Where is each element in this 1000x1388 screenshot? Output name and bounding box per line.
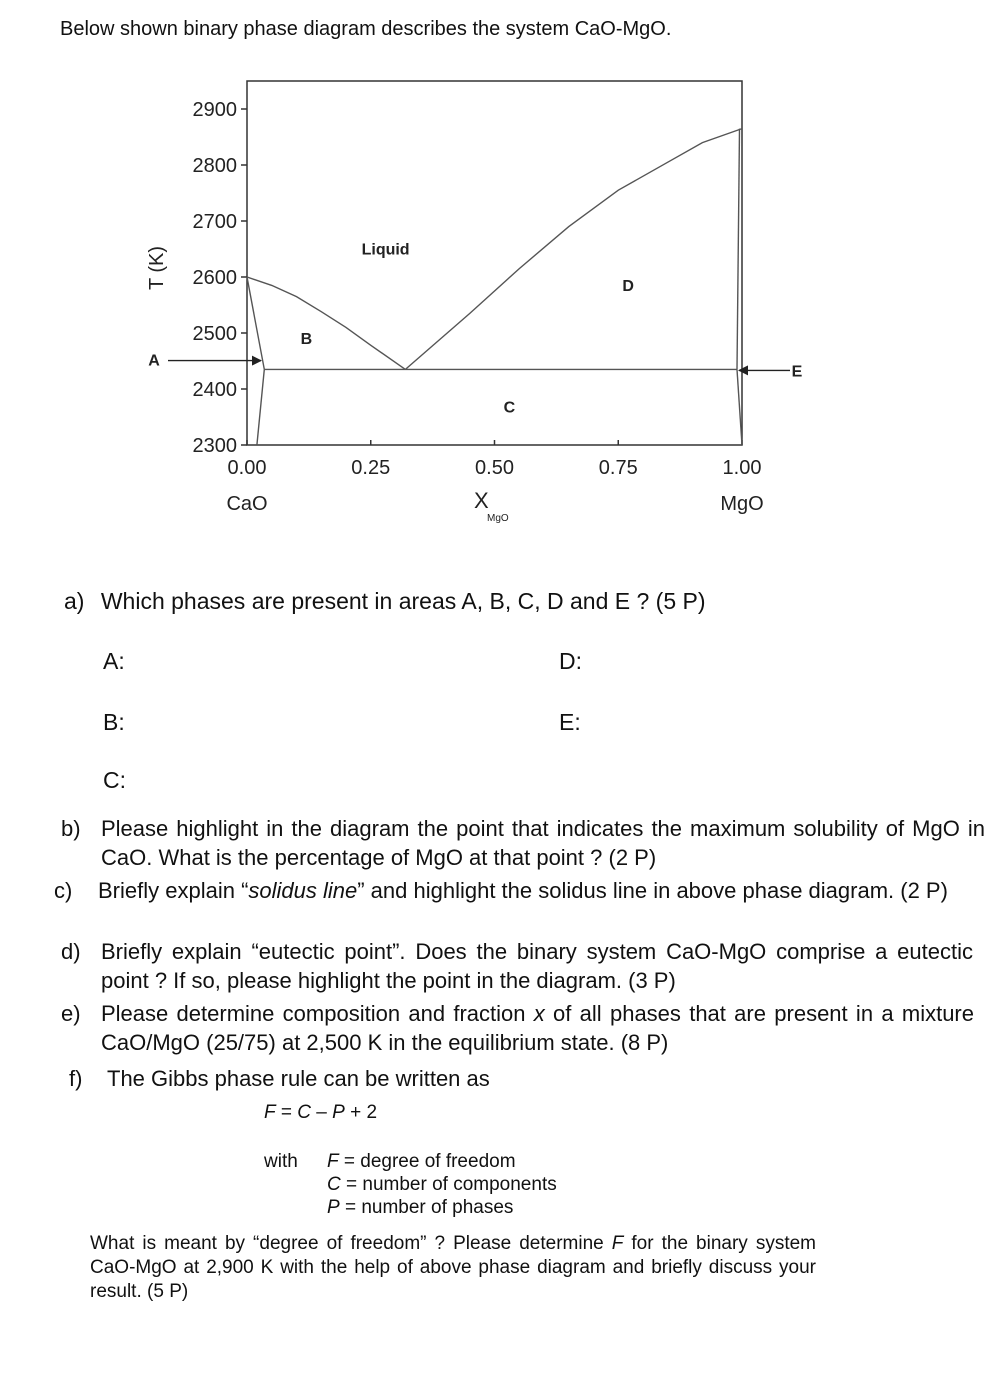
answer-b: B: [103, 709, 125, 735]
definition-p [327, 1196, 557, 1219]
x-axis-label: X [474, 488, 489, 513]
question-b-text: Please highlight in the diagram the point that indicates the maximum solubility of MgO in CaO. What is the percentage of MgO at that point ? (2 P) [101, 816, 985, 870]
formula-var-f: F [264, 1102, 276, 1123]
definition-c [327, 1173, 557, 1196]
question-d-label: d) [61, 939, 81, 964]
y-tick-label: 2800 [192, 155, 237, 177]
x-tick-label: 1.00 [722, 457, 762, 479]
final-question-text-start: What is meant by “degree of freedom” ? Please determine [90, 1233, 612, 1254]
formula-var-c: C [297, 1102, 311, 1123]
question-e [61, 999, 974, 1057]
question-f-text: The Gibbs phase rule can be written as [107, 1066, 490, 1091]
definition-var: F [327, 1151, 339, 1172]
y-tick-label: 2400 [192, 379, 237, 401]
legend-definitions [327, 1150, 557, 1219]
question-c-text-start: Briefly explain “ [98, 878, 249, 903]
x-axis-label-subscript: MgO [487, 513, 509, 524]
question-b [61, 814, 985, 872]
definition-var: P [327, 1197, 340, 1218]
formula-op-equals: = [275, 1102, 298, 1123]
area-label-c: C [503, 399, 516, 417]
pointer-label-a: A [148, 352, 160, 370]
formula-var-p: P [332, 1102, 345, 1123]
solidus-right-curve [737, 129, 740, 370]
definition-desc: = number of components [340, 1174, 557, 1195]
question-e-text-end: of all phases that are present in a mixture CaO/MgO (25/75) at 2,500 K in the equilibrium state. (8 P) [101, 1001, 974, 1055]
pointer-label-e: E [791, 363, 803, 381]
x-tick-label: 0.25 [351, 457, 391, 479]
area-label-d: D [622, 278, 634, 295]
question-d [61, 937, 973, 995]
definition-desc: = number of phases [339, 1197, 514, 1218]
answer-a: A: [103, 648, 125, 674]
x-end-label-cao: CaO [226, 493, 268, 515]
y-tick-label: 2900 [192, 99, 237, 121]
gibbs-formula [264, 1102, 377, 1124]
intro-text: Below shown binary phase diagram describes the system CaO-MgO. [60, 18, 672, 40]
y-tick-label: 2300 [192, 435, 237, 457]
definition-var: C [327, 1174, 341, 1195]
question-c [54, 876, 984, 905]
question-e-text-start: Please determine composition and fraction [101, 1001, 534, 1026]
answer-e: E: [559, 709, 581, 735]
area-label-b: B [300, 331, 313, 349]
final-question [90, 1232, 816, 1304]
question-e-label: e) [61, 1001, 81, 1026]
y-axis-label: T (K) [146, 245, 168, 291]
liquidus-left-curve [247, 277, 405, 369]
plot-frame [247, 81, 742, 445]
question-a-label: a) [64, 588, 85, 614]
question-c-label: c) [54, 878, 73, 903]
x-end-label-mgo: MgO [720, 493, 764, 515]
x-tick-label: 0.00 [227, 457, 267, 479]
final-question-italic: F [611, 1233, 624, 1254]
question-d-text: Briefly explain “eutectic point”. Does the binary system CaO-MgO comprise a eutectic point ? If so, please highlight the point in the diagram. (3 P) [101, 939, 973, 993]
question-c-text-end: ” and highlight the solidus line in above phase diagram. (2 P) [357, 878, 948, 903]
question-e-italic: x [533, 1001, 545, 1026]
question-a [64, 588, 706, 615]
formula-op-plus: + 2 [344, 1102, 378, 1123]
answer-d: D: [559, 648, 582, 674]
y-tick-label: 2600 [192, 267, 237, 289]
question-b-label: b) [61, 816, 81, 841]
question-f-label: f) [69, 1066, 83, 1091]
y-tick-label: 2700 [192, 211, 237, 233]
final-question-text-end: for the binary system CaO-MgO at 2,900 K with the help of above phase diagram and briefly discuss your result. (5 P) [90, 1233, 817, 1302]
solidus-left-curve [247, 277, 264, 369]
definition-f [327, 1150, 557, 1173]
formula-op-minus: – [311, 1102, 333, 1123]
definition-desc: = degree of freedom [338, 1151, 516, 1172]
question-f [69, 1064, 707, 1093]
question-c-italic: solidus line [248, 878, 358, 903]
phase-diagram [0, 0, 1000, 560]
legend-with: with [264, 1151, 298, 1172]
area-label-liquid: Liquid [361, 241, 410, 259]
question-a-text: Which phases are present in areas A, B, C, D and E ? (5 P) [100, 588, 706, 614]
liquidus-right-curve [405, 129, 742, 370]
y-tick-label: 2500 [192, 323, 237, 345]
answer-c: C: [103, 767, 126, 793]
x-tick-label: 0.50 [475, 457, 514, 479]
x-tick-label: 0.75 [598, 457, 638, 479]
solvus-left-curve [257, 369, 264, 445]
